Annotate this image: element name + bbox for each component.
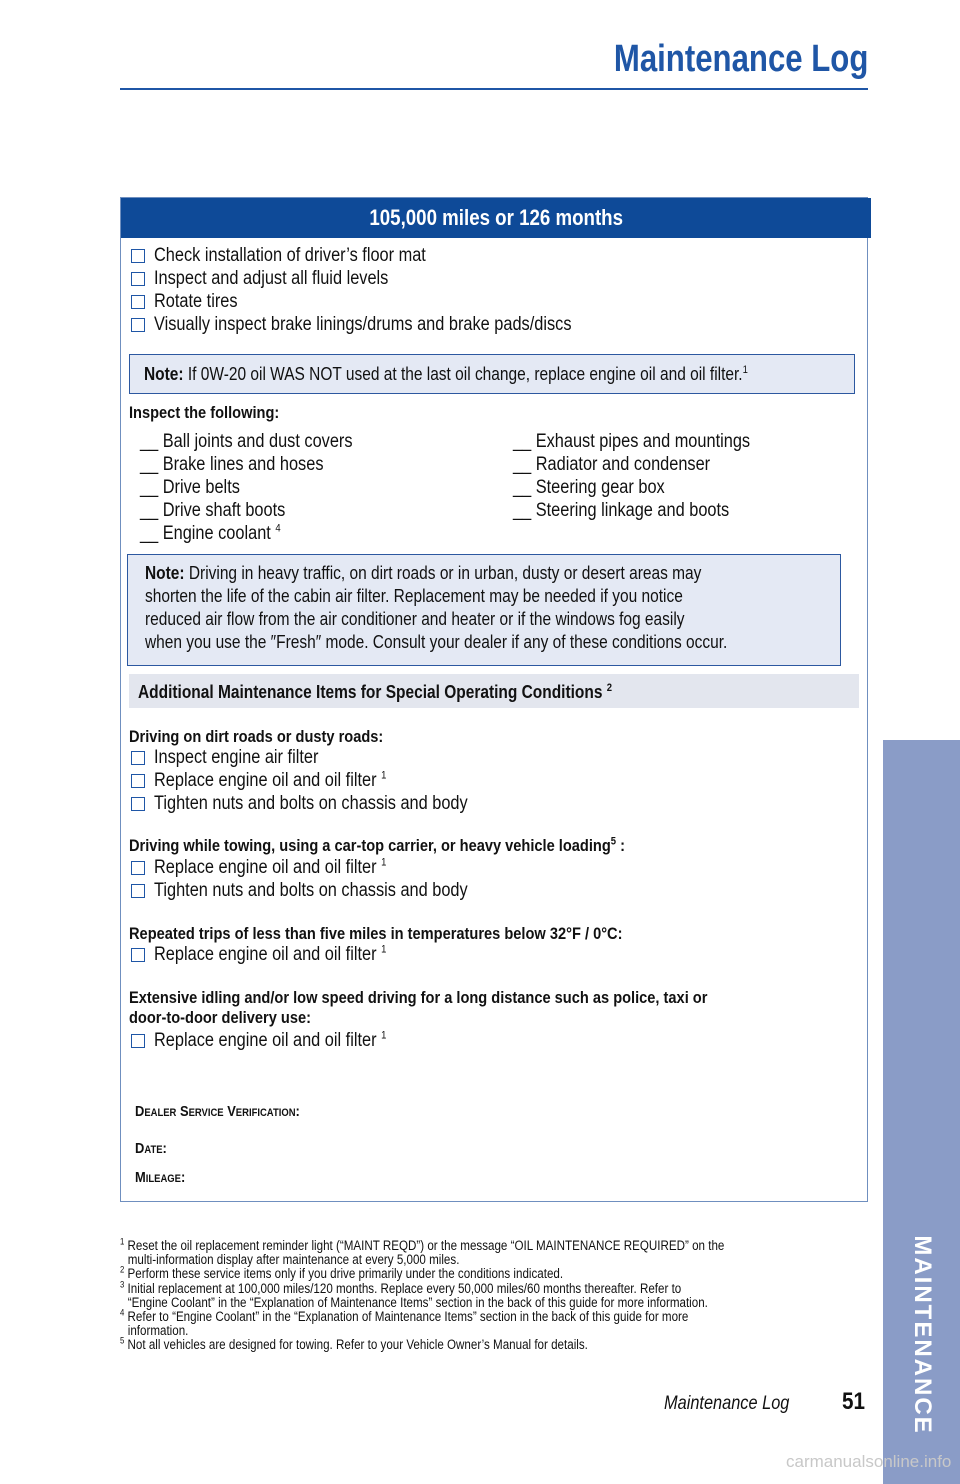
footnote-text: multi-information display after maintenance at every 5,000 miles. xyxy=(127,1252,460,1268)
footnote-number: 5 xyxy=(120,1335,125,1346)
checklist-label: Replace engine oil and oil filter xyxy=(154,857,377,878)
inspect-item: __ Exhaust pipes and mountings xyxy=(513,431,751,452)
footnote-text: Perform these service items only if you drive primarily under the conditions indicated. xyxy=(127,1266,564,1282)
checklist-label: Rotate tires xyxy=(154,291,238,312)
footnote-text: Initial replacement at 100,000 miles/120 months. Replace every 50,000 miles/60 months thereafter. Refer to xyxy=(127,1280,682,1296)
checklist-item xyxy=(131,880,519,902)
checklist-label: Replace engine oil and oil filter xyxy=(154,944,377,965)
note-line: Driving in heavy traffic, on dirt roads or in urban, dusty or desert areas may xyxy=(188,563,702,583)
section-heading: Extensive idling and/or low speed driving for a long distance such as police, taxi or xyxy=(129,988,708,1007)
footnote-ref: 1 xyxy=(742,364,748,376)
checklist-label: Tighten nuts and bolts on chassis and body xyxy=(154,793,468,814)
section-heading: door-to-door delivery use: xyxy=(129,1008,311,1027)
footnote-ref: 1 xyxy=(381,943,387,956)
footnote xyxy=(120,1264,774,1282)
checkbox[interactable] xyxy=(131,1034,145,1048)
checklist-item xyxy=(131,314,639,336)
dealer-verification-label: Dealer Service Verification: xyxy=(135,1103,300,1120)
inspect-item: __ Drive belts xyxy=(140,477,240,498)
footnote-ref: 1 xyxy=(381,1029,387,1042)
inspect-item: __ Brake lines and hoses xyxy=(140,454,324,475)
inspect-item: __ Radiator and condenser xyxy=(513,454,711,475)
footnote-continuation xyxy=(120,1253,774,1267)
note-text: If 0W-20 oil WAS NOT used at the last oil change, replace engine oil and oil filter. xyxy=(187,364,743,384)
side-tab xyxy=(883,740,960,1484)
inspect-item: __ Ball joints and dust covers xyxy=(140,431,353,452)
inspect-item: __ Steering gear box xyxy=(513,477,665,498)
footnote-text: information. xyxy=(127,1323,189,1339)
section-heading: Driving on dirt roads or dusty roads: xyxy=(129,727,384,746)
checkbox[interactable] xyxy=(131,884,145,898)
section-heading-tail: : xyxy=(616,836,625,855)
note-line: when you use the ″Fresh″ mode. Consult your dealer if any of these conditions occur. xyxy=(145,632,728,652)
title-rule xyxy=(120,88,868,90)
inspect-item: __ Engine coolant xyxy=(140,523,271,544)
inspect-item: __ Drive shaft boots xyxy=(140,500,286,521)
note-oil xyxy=(129,354,855,394)
footnote-ref: 2 xyxy=(606,682,613,694)
box-header-text: 105,000 miles or 126 months xyxy=(369,205,623,230)
footnote xyxy=(120,1335,774,1353)
checklist-item xyxy=(131,747,345,769)
checklist-item xyxy=(131,245,470,267)
checkbox[interactable] xyxy=(131,774,145,788)
additional-heading-bar xyxy=(129,674,859,708)
footnote-text: Not all vehicles are designed for towing. Refer to your Vehicle Owner’s Manual for details. xyxy=(127,1337,588,1353)
checklist-item xyxy=(131,268,427,290)
checklist-item xyxy=(131,793,519,815)
footnote xyxy=(120,1307,774,1325)
footnote-number: 1 xyxy=(120,1236,125,1247)
footnote-text: Reset the oil replacement reminder light (“MAINT REQD”) or the message “OIL MAINTENANCE REQUIRED” on the xyxy=(127,1238,725,1253)
section-heading-text: Driving while towing, using a car-top carrier, or heavy vehicle loading xyxy=(129,836,611,855)
checkbox[interactable] xyxy=(131,295,145,309)
checklist-label: Inspect engine air filter xyxy=(154,747,319,768)
note-label: Note: xyxy=(144,364,184,384)
footnote-ref: 1 xyxy=(381,769,387,782)
page-title: Maintenance Log xyxy=(613,38,868,80)
checkbox[interactable] xyxy=(131,797,145,811)
footnote-continuation xyxy=(120,1324,774,1338)
footnote-continuation xyxy=(120,1296,774,1310)
footnote xyxy=(120,1236,774,1253)
checkbox[interactable] xyxy=(131,249,145,263)
date-label: Date: xyxy=(135,1140,167,1157)
checklist-label: Check installation of driver’s floor mat xyxy=(154,245,426,266)
footnote-ref: 4 xyxy=(275,522,281,535)
note-label: Note: xyxy=(145,563,185,583)
page-number: 51 xyxy=(842,1388,865,1415)
footnote-text: Refer to “Engine Coolant” in the “Explanation of Maintenance Items” section in the back of this guide for more xyxy=(127,1309,689,1325)
checklist-item xyxy=(131,1030,424,1052)
footnote-ref: 1 xyxy=(381,856,387,869)
note-line: reduced air flow from the air conditioner and heater or if the windows fog easily xyxy=(145,609,685,629)
checkbox[interactable] xyxy=(131,948,145,962)
watermark: carmanualsonline.info xyxy=(786,1452,952,1471)
checklist-item xyxy=(131,857,424,879)
footnotes xyxy=(120,1236,880,1353)
checkbox[interactable] xyxy=(131,318,145,332)
footnote-number: 3 xyxy=(120,1279,125,1290)
checklist-label: Replace engine oil and oil filter xyxy=(154,1030,377,1051)
footnote-number: 2 xyxy=(120,1264,125,1275)
box-header xyxy=(121,198,871,238)
checklist-label: Replace engine oil and oil filter xyxy=(154,770,377,791)
footnote-ref: 5 xyxy=(610,835,617,848)
footnote xyxy=(120,1279,774,1296)
checklist-item xyxy=(131,770,424,792)
checklist-label: Tighten nuts and bolts on chassis and body xyxy=(154,880,468,901)
checkbox[interactable] xyxy=(131,272,145,286)
checklist-label: Inspect and adjust all fluid levels xyxy=(154,268,389,289)
note-cabin-filter xyxy=(127,554,841,666)
section-heading: Repeated trips of less than five miles in temperatures below 32°F / 0°C: xyxy=(129,924,623,943)
checkbox[interactable] xyxy=(131,751,145,765)
inspect-item: __ Steering linkage and boots xyxy=(513,500,730,521)
checklist-item xyxy=(131,944,424,966)
section-heading xyxy=(129,836,625,856)
mileage-label: Mileage: xyxy=(135,1169,186,1186)
footer-section-label: Maintenance Log xyxy=(664,1393,790,1414)
footnote-number: 4 xyxy=(120,1307,125,1318)
footnote-text: “Engine Coolant” in the “Explanation of Maintenance Items” section in the back of this guide for more information. xyxy=(127,1294,708,1310)
maintenance-box xyxy=(120,197,868,1202)
checklist-item xyxy=(131,291,251,313)
inspect-heading: Inspect the following: xyxy=(129,403,280,422)
checklist-label: Visually inspect brake linings/drums and brake pads/discs xyxy=(154,314,572,335)
additional-heading: Additional Maintenance Items for Special Operating Conditions xyxy=(138,682,603,702)
checkbox[interactable] xyxy=(131,861,145,875)
side-tab-label: MAINTENANCE xyxy=(908,1235,936,1435)
note-line: shorten the life of the cabin air filter. Replacement may be needed if you notice xyxy=(145,586,683,606)
inspect-item-with-ref xyxy=(140,523,281,545)
